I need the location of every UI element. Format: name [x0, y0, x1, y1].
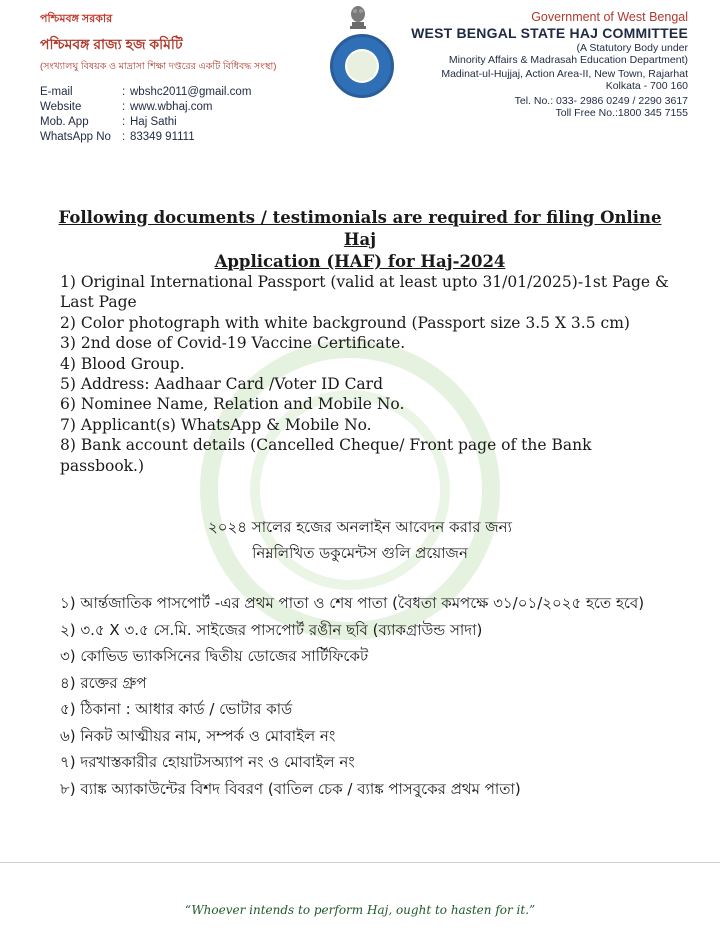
title-line-1: Following documents / testimonials are required for filing Online Haj [58, 208, 662, 249]
contact-value-whatsapp: 83349 91111 [130, 131, 195, 143]
contact-label: Website [40, 101, 82, 113]
contact-row-email [40, 85, 340, 100]
list-item: ৭) দরখাস্তকারীর হোয়াটসঅ্যাপ নং ও মোবাইল নং [60, 753, 355, 771]
statutory-line: (A Statutory Body under [576, 42, 688, 54]
title-line-2: Application (HAF) for Haj-2024 [214, 252, 506, 271]
bn-committee-name: পশ্চিমবঙ্গ রাজ্য হজ কমিটি [40, 36, 183, 52]
telephone: Tel. No.: 033- 2986 0249 / 2290 3617 [514, 95, 688, 107]
contact-block [40, 85, 340, 145]
contact-separator: : [122, 131, 126, 143]
state-emblem-icon [347, 2, 369, 32]
list-item: 3) 2nd dose of Covid-19 Vaccine Certificate. [60, 334, 406, 353]
document-title [58, 207, 662, 273]
list-item: 8) Bank account details (Cancelled Cheque/ Front page of the Bank passbook.) [60, 436, 592, 475]
bengali-heading-line-2: নিম্নলিখিত ডকুমেন্টস গুলি প্রয়োজন [252, 544, 468, 562]
list-item: 5) Address: Aadhaar Card /Voter ID Card [60, 375, 384, 394]
list-item: ৩) কোভিড ভ্যাকসিনের দ্বিতীয় ডোজের সার্টিফিকেট [60, 647, 369, 665]
address-block [388, 68, 688, 92]
list-item: ৪) রক্তের গ্রুপ [60, 673, 147, 692]
header-left [40, 10, 340, 145]
footer-divider [0, 862, 720, 863]
department-line: Minority Affairs & Madrasah Education Department) [448, 54, 688, 66]
gov-label: Government of West Bengal [531, 10, 688, 24]
list-item: 2) Color photograph with white background (Passport size 3.5 X 3.5 cm) [60, 313, 630, 332]
list-item: 7) Applicant(s) WhatsApp & Mobile No. [60, 415, 372, 434]
contact-row-app [40, 115, 340, 130]
address-line-2: Kolkata - 700 160 [605, 80, 688, 92]
list-item: 1) Original International Passport (valid at least upto 31/01/2025)-1st Page & Last Page [60, 273, 669, 312]
list-item: 4) Blood Group. [60, 354, 185, 373]
contact-separator: : [122, 86, 126, 98]
contact-separator: : [122, 101, 126, 113]
contact-label: Mob. App [40, 116, 89, 128]
bn-committee-subtitle: (সংখ্যালঘু বিষয়ক ও মাদ্রাসা শিক্ষা দপ্তরের একটি বিধিবদ্ধ সংস্থা) [40, 61, 277, 72]
contact-label: E-mail [40, 86, 73, 98]
contact-row-whatsapp [40, 130, 340, 145]
english-requirements-list [60, 272, 680, 476]
bn-gov-label: পশ্চিমবঙ্গ সরকার [40, 13, 113, 25]
footer-quote: “Whoever intends to perform Haj, ought to hasten for it.” [184, 903, 536, 917]
seal-center [345, 49, 379, 83]
list-item: ৮) ব্যাঙ্ক অ্যাকাউন্টের বিশদ বিবরণ (বাতিল চেক / ব্যাঙ্ক পাসবুকের প্রথম পাতা) [60, 779, 521, 798]
committee-name: WEST BENGAL STATE HAJ COMMITTEE [411, 25, 688, 41]
bengali-heading [60, 514, 660, 566]
contact-value-website[interactable]: www.wbhaj.com [130, 101, 213, 113]
contact-separator: : [122, 116, 126, 128]
contact-value-app: Haj Sathi [130, 116, 177, 128]
list-item: 6) Nominee Name, Relation and Mobile No. [60, 395, 405, 414]
haj-committee-seal-icon [330, 34, 394, 98]
toll-free: Toll Free No.:1800 345 7155 [555, 107, 688, 119]
list-item: ৬) নিকট আত্মীয়র নাম, সম্পর্ক ও মোবাইল নং [60, 726, 336, 745]
bengali-heading-line-1: ২০২৪ সালের হজের অনলাইন আবেদন করার জন্য [208, 518, 512, 536]
list-item: ২) ৩.৫ X ৩.৫ সে.মি. সাইজের পাসপোর্ট রঙীন ছবি (ব্যাকগ্রাউন্ড সাদা) [60, 620, 483, 639]
contact-label: WhatsApp No [40, 131, 111, 143]
list-item: ৫) ঠিকানা : আধার কার্ড / ভোটার কার্ড [60, 700, 293, 718]
contact-value-email[interactable]: wbshc2011@gmail.com [130, 86, 252, 98]
list-item: ১) আর্ন্তজাতিক পাসপোর্ট -এর প্রথম পাতা ও শেষ পাতা (বৈধতা কমপক্ষে ৩১/০১/২০২৫ হতে হবে) [60, 594, 645, 612]
bengali-requirements-list [60, 590, 680, 802]
contact-row-website [40, 100, 340, 115]
address-line-1: Madinat-ul-Hujjaj, Action Area-II, New Town, Rajarhat [441, 68, 688, 80]
header-right [388, 10, 688, 119]
phone-block [388, 95, 688, 119]
